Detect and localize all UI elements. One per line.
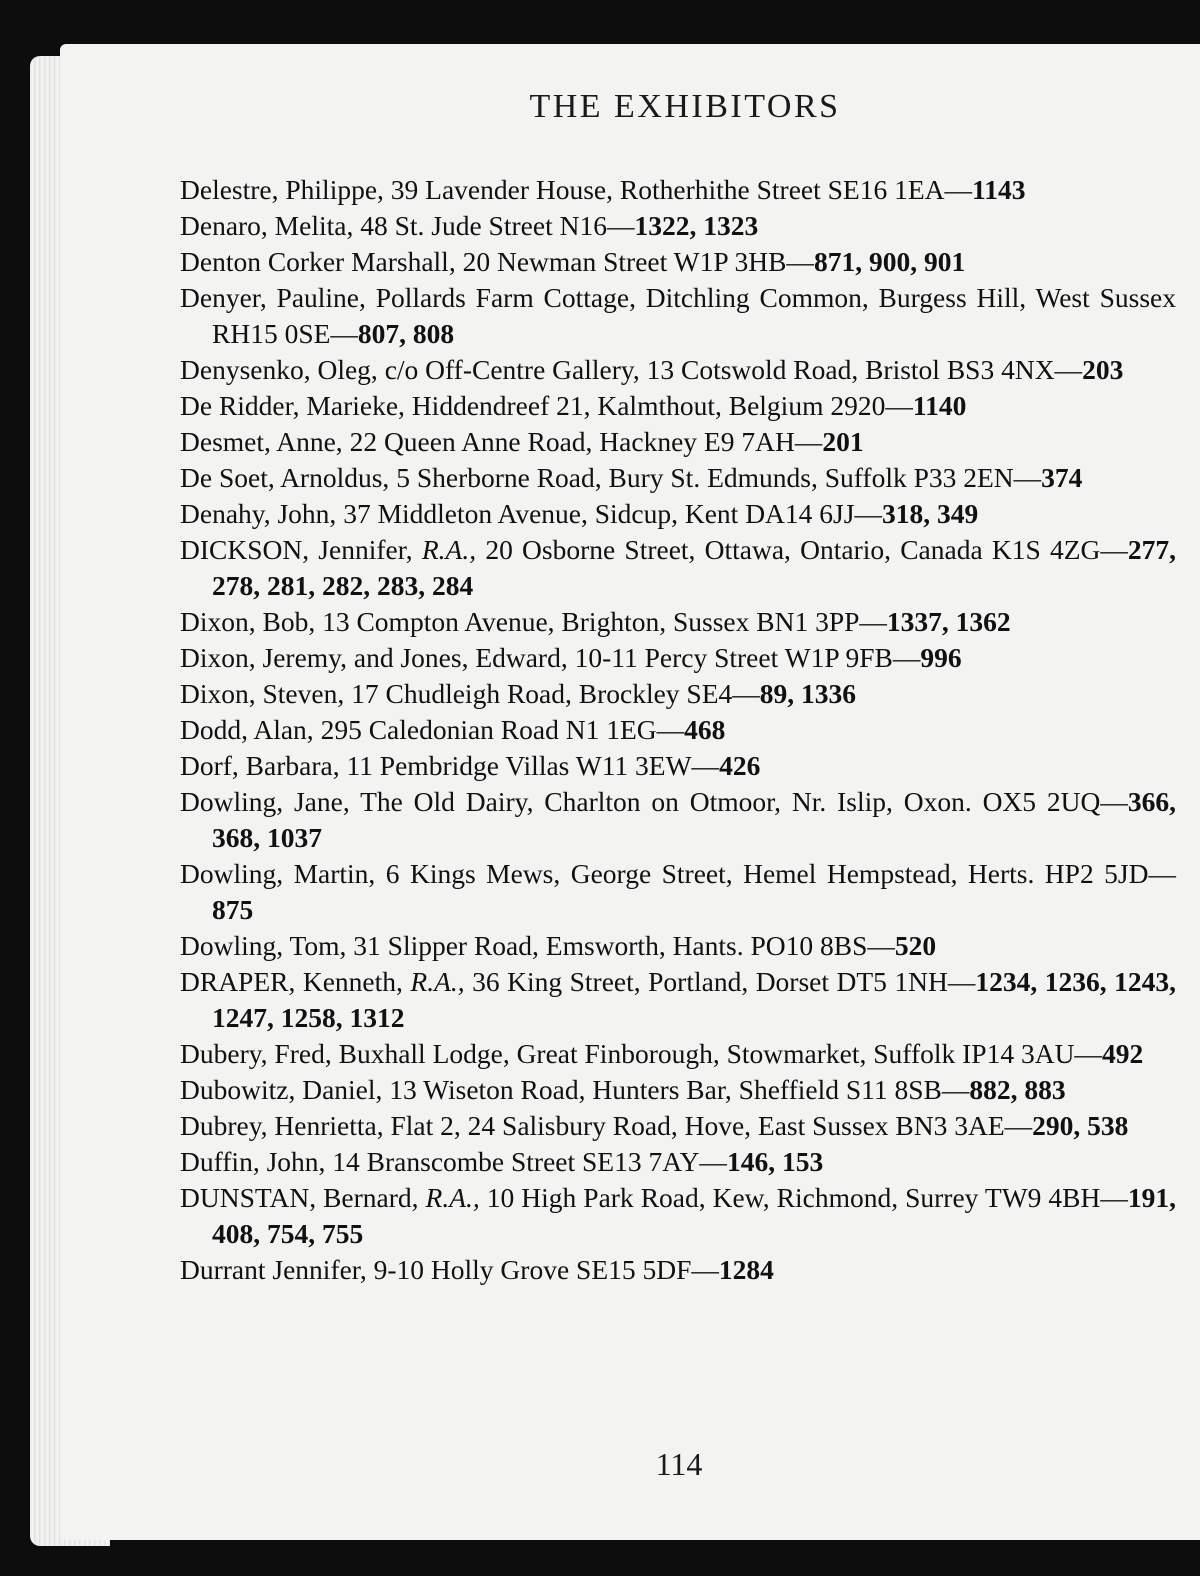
exhibitor-address: 17 Chudleigh Road, Brockley SE4— <box>351 678 760 709</box>
exhibitor-name: Durrant Jennifer, <box>180 1254 374 1285</box>
exhibitor-address: 14 Branscombe Street SE13 7AY— <box>332 1146 727 1177</box>
exhibitor-entry <box>180 172 1176 208</box>
exhibitor-address: 37 Middleton Avenue, Sidcup, Kent DA14 6JJ— <box>343 498 882 529</box>
exhibitor-name: Dixon, Jeremy, and Jones, Edward, <box>180 642 575 673</box>
exhibitor-address: Flat 2, 24 Salisbury Road, Hove, East Sussex BN3 3AE— <box>390 1110 1033 1141</box>
exhibitor-entry <box>180 1108 1176 1144</box>
exhibitor-name: Dixon, Steven, <box>180 678 352 709</box>
exhibitor-address: 48 St. Jude Street N16— <box>360 210 635 241</box>
exhibitor-name: Dubery, Fred, <box>180 1038 339 1069</box>
page-title: THE EXHIBITORS <box>529 88 841 125</box>
exhibitor-entry <box>180 208 1176 244</box>
exhibitor-address: 22 Queen Anne Road, Hackney E9 7AH— <box>349 426 823 457</box>
exhibitor-list <box>180 172 1176 1288</box>
catalogue-numbers: 203 <box>1082 354 1124 385</box>
exhibitor-name: Denysenko, Oleg, <box>180 354 385 385</box>
exhibitor-address: 10-11 Percy Street W1P 9FB— <box>574 642 921 673</box>
exhibitor-address: 10 High Park Road, Kew, Richmond, Surrey TW9 4BH— <box>479 1182 1128 1213</box>
exhibitor-entry <box>180 1036 1176 1072</box>
catalogue-numbers: 882, 883 <box>969 1074 1066 1105</box>
catalogue-numbers: 146, 153 <box>726 1146 824 1177</box>
exhibitor-name: Delestre, Philippe, <box>180 174 391 205</box>
exhibitor-name: Desmet, Anne, <box>180 426 350 457</box>
exhibitor-name: De Soet, Arnoldus, <box>180 462 397 493</box>
catalogue-numbers: 996 <box>920 642 962 673</box>
exhibitor-name: Dowling, Martin, <box>180 858 386 889</box>
exhibitor-address: 39 Lavender House, Rotherhithe Street SE16 1EA— <box>390 174 972 205</box>
catalogue-numbers: 871, 900, 901 <box>813 246 966 277</box>
exhibitor-name: Denton Corker Marshall, <box>180 246 463 277</box>
exhibitor-name: Dodd, Alan, <box>180 714 321 745</box>
catalogue-numbers: 492 <box>1101 1038 1144 1069</box>
exhibitor-name: DRAPER, Kenneth, <box>180 966 411 997</box>
exhibitor-address: 20 Newman Street W1P 3HB— <box>462 246 814 277</box>
exhibitor-entry <box>180 388 1176 424</box>
catalogue-numbers: 1322, 1323 <box>634 210 759 241</box>
exhibitor-entry <box>180 532 1176 604</box>
catalogue-numbers: 277, 278, 281, 282, 283, 284 <box>212 534 1177 601</box>
exhibitor-name: Dorf, Barbara, <box>180 750 347 781</box>
exhibitor-entry <box>180 1072 1176 1108</box>
exhibitor-entry <box>180 748 1176 784</box>
catalogue-numbers: 318, 349 <box>881 498 979 529</box>
catalogue-numbers: 875 <box>212 894 254 925</box>
exhibitor-address: 20 Osborne Street, Ottawa, Ontario, Canada K1S 4ZG— <box>476 534 1128 565</box>
exhibitor-entry <box>180 460 1176 496</box>
exhibitor-address: 295 Caledonian Road N1 1EG— <box>320 714 685 745</box>
exhibitor-address: 13 Wiseton Road, Hunters Bar, Sheffield S11 8SB— <box>389 1074 970 1105</box>
exhibitor-entry <box>180 964 1176 1036</box>
exhibitor-address: Hiddendreef 21, Kalmthout, Belgium 2920— <box>411 390 913 421</box>
exhibitor-name: DICKSON, Jennifer, <box>180 534 422 565</box>
exhibitor-title: R.A., <box>410 966 465 997</box>
exhibitor-name: Dowling, Tom, <box>180 930 354 961</box>
exhibitor-address: The Old Dairy, Charlton on Otmoor, Nr. Islip, Oxon. OX5 2UQ— <box>360 786 1128 817</box>
exhibitor-name: Dixon, Bob, <box>180 606 323 637</box>
exhibitor-address: 13 Compton Avenue, Brighton, Sussex BN1 3PP— <box>322 606 887 637</box>
catalogue-numbers: 290, 538 <box>1032 1110 1129 1141</box>
exhibitor-address: 31 Slipper Road, Emsworth, Hants. PO10 8BS— <box>353 930 895 961</box>
exhibitor-entry <box>180 424 1176 460</box>
exhibitor-name: Dowling, Jane, <box>180 786 361 817</box>
exhibitor-entry <box>180 856 1176 928</box>
catalogue-numbers: 426 <box>719 750 761 781</box>
catalogue-numbers: 366, 368, 1037 <box>212 786 1176 853</box>
catalogue-numbers: 1143 <box>972 174 1026 205</box>
exhibitor-address: 36 King Street, Portland, Dorset DT5 1NH— <box>464 966 976 997</box>
exhibitor-entry <box>180 280 1176 352</box>
exhibitor-entry <box>180 604 1176 640</box>
exhibitor-entry <box>180 784 1176 856</box>
exhibitor-name: DUNSTAN, Bernard, <box>180 1182 426 1213</box>
catalogue-numbers: 1337, 1362 <box>886 606 1011 637</box>
exhibitor-address: 6 Kings Mews, George Street, Hemel Hempstead, Herts. HP2 5JD— <box>385 858 1176 889</box>
catalogue-numbers: 374 <box>1041 462 1083 493</box>
catalogue-numbers: 468 <box>684 714 726 745</box>
catalogue-numbers: 201 <box>822 426 864 457</box>
exhibitor-name: De Ridder, Marieke, <box>180 390 412 421</box>
exhibitor-address: 9-10 Holly Grove SE15 5DF— <box>373 1254 719 1285</box>
exhibitor-name: Duffin, John, <box>180 1146 333 1177</box>
exhibitor-entry <box>180 928 1176 964</box>
exhibitor-entry <box>180 640 1176 676</box>
exhibitor-entry <box>180 712 1176 748</box>
catalogue-numbers: 1140 <box>912 390 967 421</box>
exhibitor-name: Dubowitz, Daniel, <box>180 1074 390 1105</box>
exhibitor-entry <box>180 1252 1176 1288</box>
exhibitor-title: R.A., <box>421 534 477 565</box>
exhibitor-address: Buxhall Lodge, Great Finborough, Stowmarket, Suffolk IP14 3AU— <box>338 1038 1102 1069</box>
exhibitor-entry <box>180 352 1176 388</box>
exhibitor-entry <box>180 676 1176 712</box>
exhibitor-entry <box>180 1144 1176 1180</box>
exhibitor-title: R.A., <box>425 1182 480 1213</box>
exhibitor-entry <box>180 1180 1176 1252</box>
page-number: 114 <box>655 1446 703 1482</box>
catalogue-numbers: 1234, 1236, 1243, 1247, 1258, 1312 <box>212 966 1177 1033</box>
catalogue-numbers: 89, 1336 <box>759 678 857 709</box>
exhibitor-name: Denaro, Melita, <box>180 210 361 241</box>
exhibitor-name: Dubrey, Henrietta, <box>180 1110 391 1141</box>
catalogue-numbers: 191, 408, 754, 755 <box>212 1182 1177 1249</box>
exhibitor-address: c/o Off-Centre Gallery, 13 Cotswold Road, Bristol BS3 4NX— <box>384 354 1083 385</box>
exhibitor-address: 11 Pembridge Villas W11 3EW— <box>346 750 720 781</box>
exhibitor-address: Pollards Farm Cottage, Ditchling Common, Burgess Hill, West Sussex RH15 0SE— <box>212 282 1176 349</box>
catalogue-numbers: 520 <box>894 930 937 961</box>
catalogue-numbers: 1284 <box>718 1254 774 1285</box>
exhibitor-address: 5 Sherborne Road, Bury St. Edmunds, Suffolk P33 2EN— <box>396 462 1042 493</box>
catalogue-numbers: 807, 808 <box>357 318 455 349</box>
exhibitor-name: Denyer, Pauline, <box>180 282 376 313</box>
exhibitor-name: Denahy, John, <box>180 498 344 529</box>
exhibitor-entry <box>180 496 1176 532</box>
exhibitor-entry <box>180 244 1176 280</box>
